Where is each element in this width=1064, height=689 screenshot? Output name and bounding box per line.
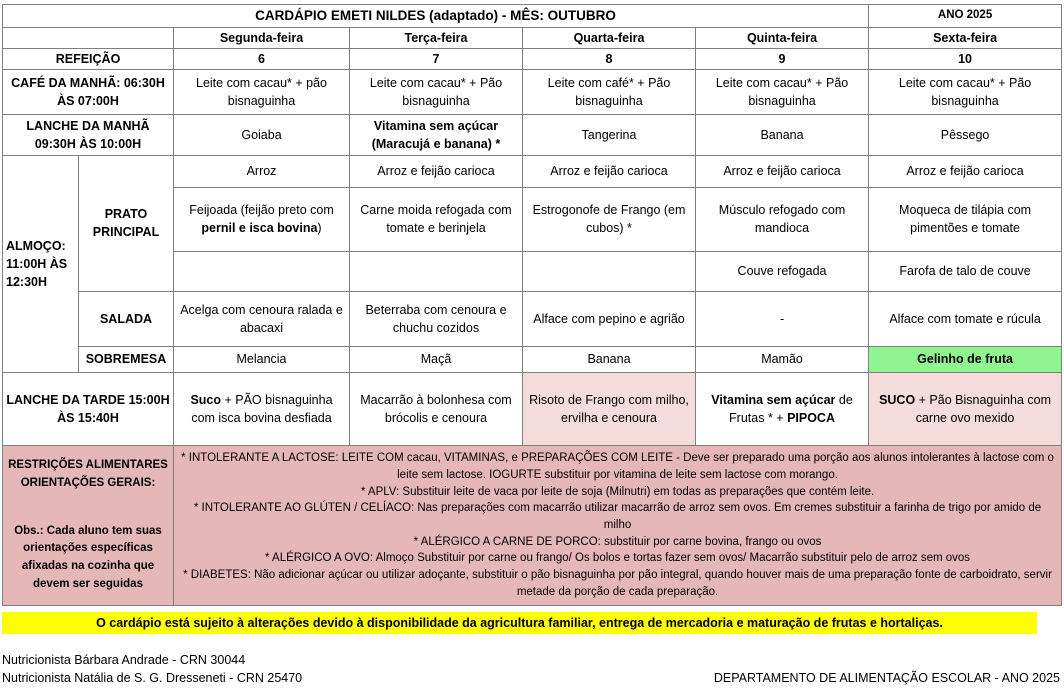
nutritionist-2: Nutricionista Natália de S. G. Dresseneti - CRN 25470 <box>2 671 303 685</box>
sobremesa-wednesday: Banana <box>523 346 696 372</box>
date-thursday: 9 <box>696 48 869 69</box>
restricoes-title: RESTRIÇÕES ALIMENTARES ORIENTAÇÕES GERAIS: <box>8 458 168 489</box>
prato-monday-a: Feijoada (feijão preto com <box>189 203 334 218</box>
lanche-tarde-thursday <box>696 372 869 445</box>
base-thursday: Arroz e feijão carioca <box>696 155 869 187</box>
salada-thursday: - <box>696 291 869 346</box>
restricao-porco: * ALÉRGICO A CARNE DE PORCO: substituir por carne bovina, frango ou ovos <box>413 535 822 548</box>
cafe-label: CAFÉ DA MANHÃ: 06:30H ÀS 07:00H <box>3 69 174 114</box>
lanche-manha-label: LANCHE DA MANHÃ 09:30H ÀS 10:00H <box>3 114 174 155</box>
date-wednesday: 8 <box>523 48 696 69</box>
lanche-manha-wednesday: Tangerina <box>523 114 696 155</box>
sobremesa-label: SOBREMESA <box>79 346 174 372</box>
lanche-tarde-thursday-mid: de Frutas * + <box>729 392 853 425</box>
day-monday: Segunda-feira <box>174 27 350 48</box>
lanche-tarde-tuesday: Macarrão à bolonhesa com brócolis e cenoura <box>350 372 523 445</box>
extra-tuesday <box>350 251 523 291</box>
lanche-tarde-friday <box>869 372 1062 445</box>
restricao-lactose: * INTOLERANTE A LACTOSE: LEITE COM cacau, VITAMINAS, e PREPARAÇÕES COM LEITE - Deve ser preparado uma porção aos alunos intolerantes à lactose com o leite sem lactose. IOGURTE substituir por vitamina de leite sem lactose com morango. <box>181 452 1054 481</box>
lanche-tarde-row <box>3 372 1062 445</box>
prato-thursday: Músculo refogado com mandioca <box>696 187 869 251</box>
lanche-manha-tuesday: Vitamina sem açúcar (Maracujá e banana) * <box>350 114 523 155</box>
prato-label: PRATO PRINCIPAL <box>79 155 174 291</box>
restricao-diabetes: * DIABETES: Não adicionar açúcar ou utilizar adoçante, substituir o pão bisnaguinha por pão integral, quando houver mais de uma preparação fonte de carboidrato, servir metade da porção de cada preparação. <box>183 568 1052 598</box>
cafe-monday: Leite com cacau* + pão bisnaguinha <box>174 69 350 114</box>
lanche-tarde-wednesday: Risoto de Frango com milho, ervilha e cenoura <box>523 372 696 445</box>
almoco-label: ALMOÇO: 11:00H ÀS 12:30H <box>3 155 79 372</box>
restricoes-text <box>174 445 1062 605</box>
restricao-gluten: * INTOLERANTE AO GLÚTEN / CELÍACO: Nas preparações com macarrão utilizar macarrão de arroz sem ovos. Em cremes substituir a farinha de trigo por amido de milho <box>193 502 1042 531</box>
day-tuesday: Terça-feira <box>350 27 523 48</box>
restricoes-obs: Obs.: Cada aluno tem suas orientações específicas afixadas na cozinha que devem ser seguidas <box>14 524 162 590</box>
extra-wednesday <box>523 251 696 291</box>
base-monday: Arroz <box>174 155 350 187</box>
cafe-thursday: Leite com cacau* + Pão bisnaguinha <box>696 69 869 114</box>
restricao-ovo: * ALÉRGICO A OVO: Almoço Substituir por carne ou frango/ Os bolos e tortas fazer sem ovos/ Macarrão substituir pelo de arroz sem ovos <box>265 552 971 565</box>
cafe-tuesday: Leite com cacau* + Pão bisnaguinha <box>350 69 523 114</box>
menu-title: CARDÁPIO EMETI NILDES (adaptado) - MÊS: OUTUBRO <box>3 5 869 28</box>
salada-tuesday: Beterraba com cenoura e chuchu cozidos <box>350 291 523 346</box>
nutritionist-1: Nutricionista Bárbara Andrade - CRN 30044 <box>2 653 246 667</box>
base-tuesday: Arroz e feijão carioca <box>350 155 523 187</box>
cafe-wednesday: Leite com café* + Pão bisnaguinha <box>523 69 696 114</box>
prato-tuesday: Carne moida refogada com tomate e berinjela <box>350 187 523 251</box>
lanche-tarde-friday-rest: + Pão Bisnaguinha com carne ovo mexido <box>915 392 1052 425</box>
salada-label: SALADA <box>79 291 174 346</box>
prato-monday-b: pernil e isca bovina <box>201 221 318 236</box>
dates-row <box>3 48 1062 69</box>
prato-friday: Moqueca de tilápia com pimentões e tomate <box>869 187 1062 251</box>
day-thursday: Quinta-feira <box>696 27 869 48</box>
restricoes-label <box>3 445 174 605</box>
lanche-tarde-label: LANCHE DA TARDE 15:00H ÀS 15:40H <box>3 372 174 445</box>
salada-row <box>3 291 1062 346</box>
restricoes-row <box>3 445 1062 605</box>
menu-table <box>2 4 1062 606</box>
extra-monday <box>174 251 350 291</box>
salada-friday: Alface com tomate e rúcula <box>869 291 1062 346</box>
almoco-base-row <box>3 155 1062 187</box>
notice-banner: O cardápio está sujeito à alterações devido à disponibilidade da agricultura familiar, entrega de mercadoria e maturação de frutas e hortaliças. <box>2 612 1037 634</box>
date-friday: 10 <box>869 48 1062 69</box>
date-monday: 6 <box>174 48 350 69</box>
extra-thursday: Couve refogada <box>696 251 869 291</box>
lanche-tarde-monday-rest: + PÃO bisnaguinha com isca bovina desfiada <box>191 392 333 425</box>
restricao-aplv: * APLV: Substituir leite de vaca por leite de soja (Milnutri) em todas as preparações que contém leite. <box>360 485 875 498</box>
salada-monday: Acelga com cenoura ralada e abacaxi <box>174 291 350 346</box>
lanche-tarde-monday-bold: Suco <box>190 392 221 407</box>
refeicao-label: REFEIÇÃO <box>3 48 174 69</box>
menu-year: ANO 2025 <box>869 5 1062 28</box>
sobremesa-monday: Melancia <box>174 346 350 372</box>
salada-wednesday: Alface com pepino e agrião <box>523 291 696 346</box>
prato-monday-c: ) <box>317 221 322 236</box>
date-tuesday: 7 <box>350 48 523 69</box>
title-row <box>3 5 1062 28</box>
prato-monday <box>174 187 350 251</box>
lanche-tarde-monday <box>174 372 350 445</box>
base-wednesday: Arroz e feijão carioca <box>523 155 696 187</box>
extra-friday: Farofa de talo de couve <box>869 251 1062 291</box>
sobremesa-thursday: Mamão <box>696 346 869 372</box>
lanche-manha-row <box>3 114 1062 155</box>
lanche-tarde-friday-bold: SUCO <box>879 392 916 407</box>
department-label: DEPARTAMENTO DE ALIMENTAÇÃO ESCOLAR - ANO 2025 <box>713 671 1060 685</box>
days-row <box>3 27 1062 48</box>
cafe-friday: Leite com cacau* + Pão bisnaguinha <box>869 69 1062 114</box>
day-friday: Sexta-feira <box>869 27 1062 48</box>
sobremesa-friday: Gelinho de fruta <box>869 346 1062 372</box>
lanche-manha-thursday: Banana <box>696 114 869 155</box>
base-friday: Arroz e feijão carioca <box>869 155 1062 187</box>
sobremesa-row <box>3 346 1062 372</box>
lanche-tarde-thursday-bold2: PIPOCA <box>787 410 835 425</box>
lanche-tarde-thursday-bold: Vitamina sem açúcar <box>711 392 836 407</box>
lanche-manha-monday: Goiaba <box>174 114 350 155</box>
cafe-row <box>3 69 1062 114</box>
day-wednesday: Quarta-feira <box>523 27 696 48</box>
sobremesa-tuesday: Maçã <box>350 346 523 372</box>
lanche-manha-friday: Pêssego <box>869 114 1062 155</box>
prato-wednesday: Estrogonofe de Frango (em cubos) * <box>523 187 696 251</box>
